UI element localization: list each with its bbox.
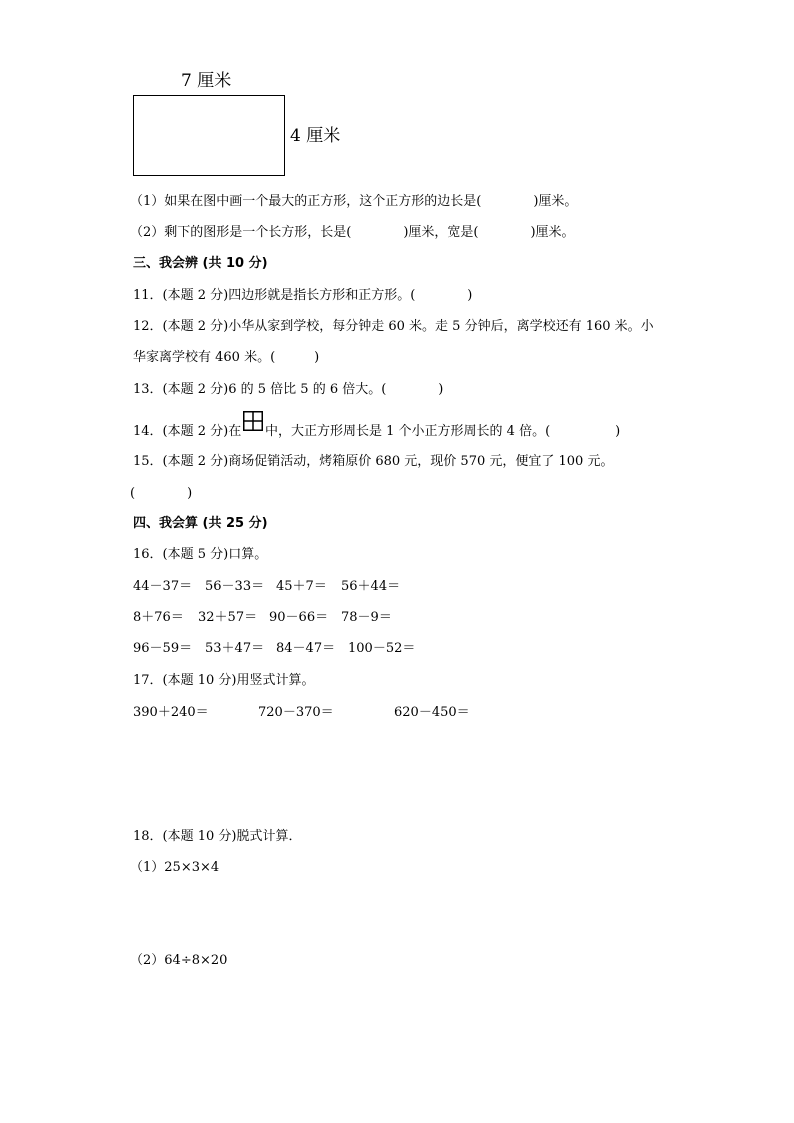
q16-r3c3: 84－47＝	[276, 641, 336, 656]
q15-line1: 15．(本题 2 分)商场促销活动，烤箱原价 680 元，现价 570 元，便宜了 100 元。	[133, 454, 614, 469]
q12-line1: 12．(本题 2 分)小华从家到学校，每分钟走 60 米。走 5 分钟后，离学校还有 160 米。小	[133, 319, 654, 334]
q16-r3c1: 96－59＝	[133, 641, 193, 656]
q16-r1c1: 44－37＝	[133, 579, 193, 594]
q16-r2c1: 8＋76＝	[133, 610, 184, 625]
q17-item2: 720－370＝	[258, 705, 334, 720]
rect-side-label: 4 厘米	[290, 126, 341, 146]
q12-line2: 华家离学校有 460 米。( )	[133, 350, 320, 365]
q16-r3c4: 100－52＝	[348, 641, 416, 656]
q16-r2c2: 32＋57＝	[198, 610, 258, 625]
section3-title: 三、我会辨 (共 10 分)	[133, 256, 268, 271]
q17-item3: 620－450＝	[394, 705, 470, 720]
rectangle-figure	[133, 95, 285, 176]
q16-title: 16．(本题 5 分)口算。	[133, 547, 268, 562]
rect-top-label: 7 厘米	[181, 71, 232, 91]
q17-title: 17．(本题 10 分)用竖式计算。	[133, 673, 315, 688]
q14-after: 中，大正方形周长是 1 个小正方形周长的 4 倍。( )	[265, 424, 621, 439]
section4-title: 四、我会算 (共 25 分)	[133, 516, 268, 531]
square-grid-icon	[243, 411, 263, 431]
q18-title: 18．(本题 10 分)脱式计算．	[133, 829, 302, 844]
q14-before: 14．(本题 2 分)在	[133, 424, 242, 439]
q16-r2c4: 78－9＝	[341, 610, 392, 625]
q18-item1: （1）25×3×4	[130, 860, 220, 875]
q16-r1c4: 56＋44＝	[341, 579, 401, 594]
q13: 13．(本题 2 分)6 的 5 倍比 5 的 6 倍大。( )	[133, 382, 444, 397]
q17-item1: 390＋240＝	[133, 705, 209, 720]
q16-r2c3: 90－66＝	[269, 610, 329, 625]
q10-sub2: （2）剩下的图形是一个长方形，长是( )厘米，宽是( )厘米。	[130, 225, 575, 240]
q11: 11．(本题 2 分)四边形就是指长方形和正方形。( )	[133, 288, 473, 303]
q15-line2: ( )	[130, 486, 193, 501]
q18-item2: （2）64÷8×20	[130, 953, 228, 968]
q16-r1c2: 56－33＝	[205, 579, 265, 594]
q16-r1c3: 45＋7＝	[276, 579, 327, 594]
q16-r3c2: 53＋47＝	[205, 641, 265, 656]
q10-sub1: （1）如果在图中画一个最大的正方形，这个正方形的边长是( )厘米。	[130, 194, 578, 209]
